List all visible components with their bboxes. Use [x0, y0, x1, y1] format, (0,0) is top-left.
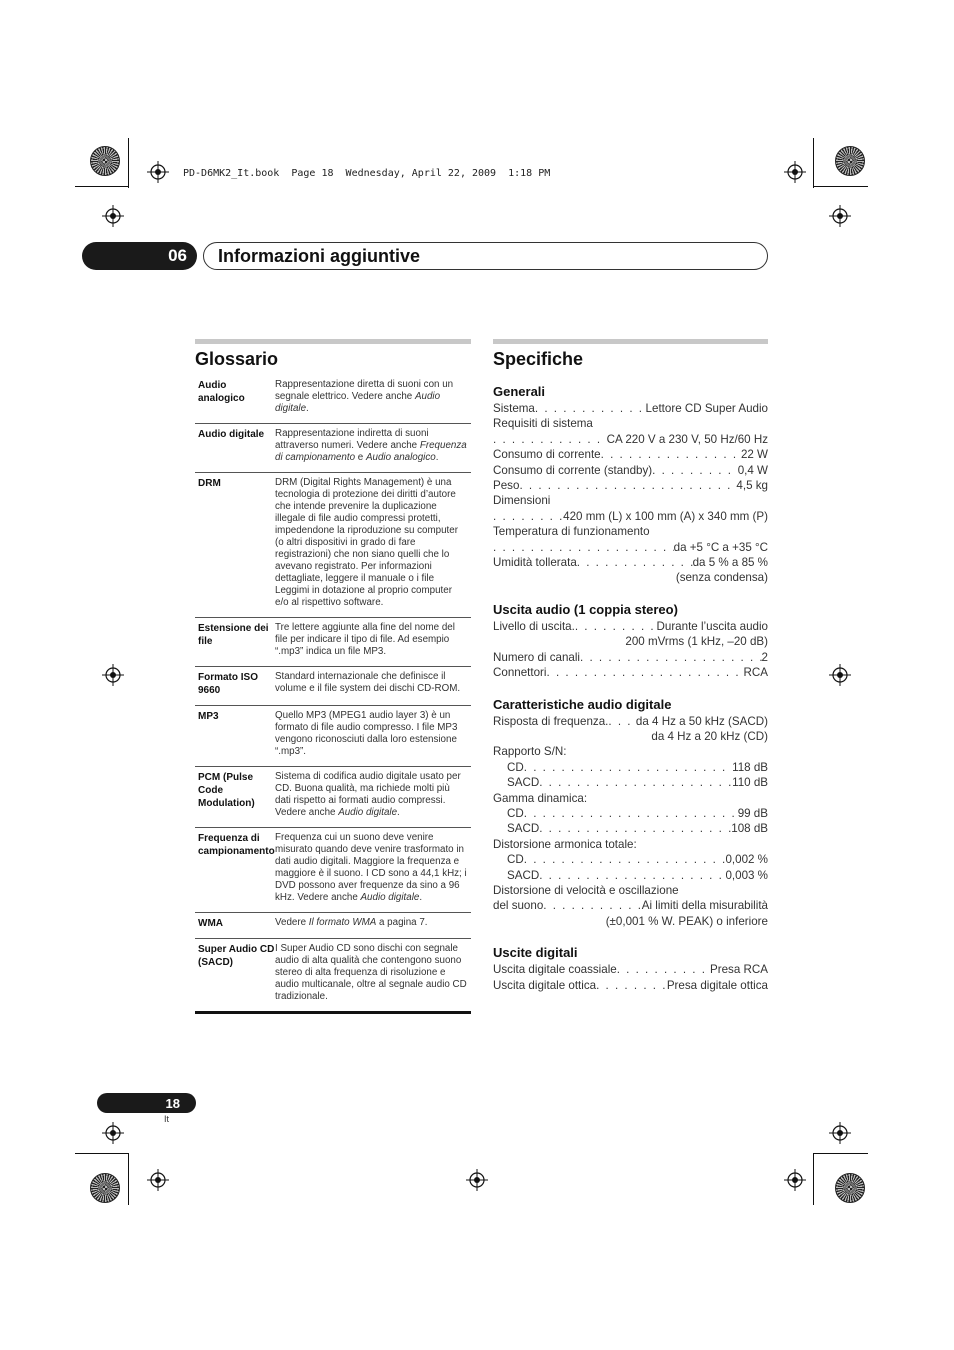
- spec-value: da 5 % a 85 %: [692, 556, 768, 570]
- spec-line: [493, 619, 768, 634]
- crosshair-icon: [102, 1122, 124, 1144]
- rosette-icon: [835, 1173, 865, 1203]
- spec-label: Livello di uscita.: [493, 619, 575, 633]
- spec-line: [493, 555, 768, 570]
- spec-line: [493, 463, 768, 478]
- spec-label: Sistema: [493, 402, 535, 415]
- glossary-definition: Rappresentazione indiretta di suoni attraverso numeri. Vedere anche Frequenza di campionamento e Audio analogico.: [275, 428, 467, 463]
- crosshair-icon: [102, 205, 124, 227]
- spec-value: da +5 °C a +35 °C: [673, 540, 768, 554]
- spec-value: 22 W: [740, 448, 768, 462]
- crosshair-icon: [102, 664, 124, 686]
- spec-label: Consumo di corrente: [493, 448, 601, 462]
- spec-line: [493, 868, 768, 883]
- spec-line: [493, 978, 768, 993]
- crosshair-icon: [829, 1122, 851, 1144]
- spec-line: [493, 432, 768, 447]
- spec-label: CD: [507, 760, 524, 774]
- spec-note: (±0,001 % W. PEAK) o inferiore: [605, 914, 768, 928]
- spec-value: 0,4 W: [737, 463, 768, 477]
- specs-subheading: Uscita audio (1 coppia stereo): [493, 601, 678, 617]
- spec-label: Peso: [493, 479, 520, 493]
- chapter-number: 06: [82, 242, 197, 270]
- spec-line: [493, 962, 768, 977]
- spec-label: SACD: [507, 868, 540, 882]
- spec-value: Presa digitale ottica: [666, 978, 768, 992]
- glossary-row: [195, 375, 471, 424]
- spec-value: Presa RCA: [710, 963, 768, 977]
- glossary-term: Audio digitale: [198, 429, 265, 440]
- spec-label: Gamma dinamica:: [493, 791, 588, 805]
- spec-value: 4,5 kg: [736, 479, 768, 493]
- spec-value: CA 220 V a 230 V, 50 Hz/60 Hz: [606, 432, 768, 446]
- spec-value: 2: [761, 650, 768, 664]
- page-language: It: [164, 1114, 170, 1124]
- glossary-row: [195, 473, 471, 618]
- spec-note: da 4 Hz a 20 kHz (CD): [651, 729, 768, 743]
- spec-label: SACD: [507, 776, 540, 790]
- spec-value: Durante l’uscita audio: [656, 619, 768, 633]
- spec-value: RCA: [743, 666, 768, 680]
- spec-line: [493, 806, 768, 821]
- spec-label: Uscita digitale ottica: [493, 978, 597, 992]
- glossary-table: [195, 375, 471, 1014]
- spec-note: 200 mVrms (1 kHz, –20 dB): [625, 635, 768, 649]
- glossary-row: [195, 913, 471, 939]
- spec-value: Lettore CD Super Audio: [645, 402, 768, 415]
- spec-line: [493, 401, 768, 416]
- glossary-definition: DRM (Digital Rights Management) è una tecnologia di protezione dei diritti d’autore che intende prevenire la duplicazione illegale di file audio compressi protetti, impedendone la riproduzione su computer (o altri dispositivi in grado di fare registrazioni) che non siano quelli che lo avevano registrato. Per informazioni dettagliate, leggere il manuale o i file Leggimi in dotazione al proprio computer e/o al rispettivo software.: [275, 477, 458, 608]
- crosshair-icon: [829, 664, 851, 686]
- specs-heading: [493, 339, 768, 370]
- spec-line: [493, 478, 768, 493]
- spec-label: CD: [507, 806, 524, 820]
- glossary-row: [195, 767, 471, 828]
- spec-label: Dimensioni: [493, 494, 551, 508]
- spec-line: [493, 852, 768, 867]
- spec-line: [493, 714, 768, 729]
- chapter-title: Informazioni aggiuntive: [218, 245, 421, 266]
- specs-subheading: Uscite digitali: [493, 945, 578, 961]
- spec-label: Requisiti di sistema: [493, 417, 593, 431]
- spec-line: [493, 665, 768, 680]
- glossary-heading: [195, 339, 471, 370]
- spec-label: Consumo di corrente (standby): [493, 463, 653, 477]
- rosette-icon: [90, 1173, 120, 1203]
- glossary-row: [195, 667, 471, 706]
- crosshair-icon: [829, 205, 851, 227]
- spec-line: [493, 509, 768, 524]
- spec-label: Distorsione armonica totale:: [493, 837, 637, 851]
- spec-label: Connettori: [493, 666, 547, 680]
- chapter-header: [203, 242, 768, 270]
- spec-line: [493, 775, 768, 790]
- spec-value: 108 dB: [731, 822, 768, 836]
- glossary-definition: Frequenza cui un suono deve venire misurato quando deve venire trasformato in dati audio digitali. Maggiore la frequenza e maggiore è il suono. I CD sono a 44,1 kHz; i DVD possono aver frequenze da sino a 96 kHz. Vedere anche Audio digitale.: [275, 832, 467, 903]
- glossary-row: [195, 828, 471, 913]
- crosshair-icon: [147, 161, 169, 183]
- glossary-title: Glossario: [195, 349, 279, 369]
- glossary-definition: Tre lettere aggiunte alla fine del nome del file per indicare il tipo di file. Ad esempio “.mp3” indica un file MP3.: [275, 622, 455, 657]
- crosshair-icon: [784, 161, 806, 183]
- spec-label: Distorsione di velocità e oscillazione: [493, 883, 679, 897]
- glossary-definition: Rappresentazione diretta di suoni con un segnale elettrico. Vedere anche Audio digitale.: [275, 379, 454, 414]
- glossary-term: WMA: [198, 918, 223, 929]
- specs-subheading: Generali: [493, 384, 546, 399]
- specs-title: Specifiche: [493, 349, 584, 369]
- glossary-term: Audio analogico: [198, 380, 245, 404]
- spec-note: (senza condensa): [675, 571, 768, 585]
- rosette-icon: [835, 146, 865, 176]
- glossary-definition: Vedere Il formato WMA a pagina 7.: [275, 917, 428, 928]
- spec-value: da 4 Hz a 50 kHz (SACD): [635, 714, 768, 728]
- glossary-row: [195, 618, 471, 667]
- spec-line: [493, 821, 768, 836]
- spec-line: [493, 760, 768, 775]
- spec-value: Ai limiti della misurabilità: [641, 899, 768, 913]
- spec-label: del suono: [493, 899, 544, 913]
- spec-label: Risposta di frequenza.: [493, 714, 609, 728]
- crosshair-icon: [147, 1169, 169, 1191]
- spec-value: 118 dB: [732, 760, 768, 774]
- spec-line: [493, 447, 768, 462]
- spec-label: Temperatura di funzionamento: [493, 525, 650, 539]
- crosshair-icon: [466, 1169, 488, 1191]
- glossary-row: [195, 424, 471, 473]
- spec-line: [493, 898, 768, 913]
- spec-label: Rapporto S/N:: [493, 745, 567, 759]
- spec-value: 99 dB: [737, 806, 768, 820]
- glossary-term: DRM: [198, 478, 221, 489]
- glossary-term: Estensione dei file: [198, 623, 269, 647]
- glossary-term: Formato ISO 9660: [198, 672, 259, 696]
- spec-line: [493, 540, 768, 555]
- spec-line: [493, 650, 768, 665]
- spec-label: Uscita digitale coassiale: [493, 963, 617, 977]
- spec-label: Numero di canali: [493, 650, 580, 664]
- spec-label: SACD: [507, 822, 540, 836]
- crosshair-icon: [784, 1169, 806, 1191]
- spec-value: 0,002 %: [725, 853, 768, 867]
- rosette-icon: [90, 146, 120, 176]
- glossary-row: [195, 706, 471, 767]
- glossary-definition: Standard internazionale che definisce il volume e il file system dei dischi CD-ROM.: [275, 671, 461, 694]
- spec-label: CD: [507, 853, 524, 867]
- spec-value: 0,003 %: [725, 868, 768, 882]
- glossary-definition: Quello MP3 (MPEG1 audio layer 3) è un formato di file audio compresso. I file MP3 vengono riconosciuti dalla loro estensione “.mp3”.: [275, 710, 458, 757]
- page-number: 18: [97, 1093, 196, 1113]
- glossary-row: [195, 939, 471, 1014]
- spec-label: Umidità tollerata: [493, 556, 577, 570]
- spec-value: 420 mm (L) x 100 mm (A) x 340 mm (P): [563, 509, 768, 523]
- glossary-term: MP3: [198, 711, 219, 722]
- glossary-definition: I Super Audio CD sono dischi con segnale audio di alta qualità che contengono suono stereo di alta frequenza di risoluzione e audio multicanale, oltre al segnale audio CD tradizionale.: [275, 943, 467, 1002]
- glossary-term: PCM (Pulse Code Modulation): [198, 772, 255, 809]
- specs-subheading: Caratteristiche audio digitale: [493, 696, 672, 712]
- spec-value: 110 dB: [732, 776, 768, 790]
- specs-list: [493, 384, 768, 993]
- glossary-definition: Sistema di codifica audio digitale usato per CD. Buona qualità, ma richiede molti più dati rispetto ai formati audio compressi. Vedere anche Audio digitale.: [275, 771, 461, 818]
- file-stamp: PD-D6MK2_It.book Page 18 Wednesday, April 22, 2009 1:18 PM: [183, 168, 551, 179]
- glossary-term: Frequenza di campionamento: [198, 833, 275, 857]
- glossary-term: Super Audio CD (SACD): [198, 944, 275, 968]
